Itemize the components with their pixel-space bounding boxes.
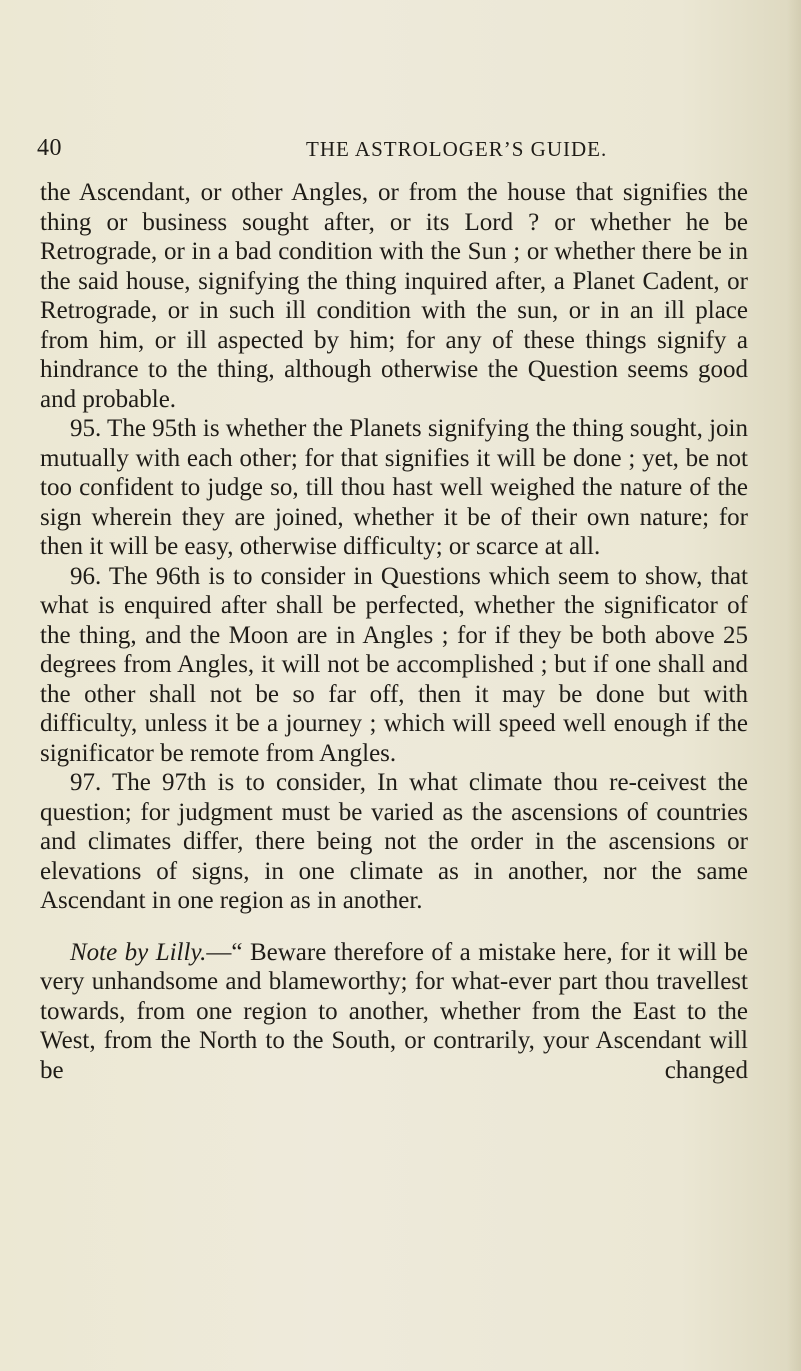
page-number: 40	[37, 135, 62, 161]
note-label: Note by Lilly.	[70, 938, 207, 966]
paragraph-95: 95. The 95th is whether the Planets signifying the thing sought, join mutually with each other; for that signifies it will be done ; yet, be not too confident to judge so, till thou hast well weighed the nature of the sign wherein they are joined, whether it be of their own nature; for then it will be easy, otherwise difficulty; or scarce at all.	[40, 415, 748, 560]
running-head: THE ASTROLOGER’S GUIDE.	[306, 137, 608, 161]
note-paragraph	[40, 938, 748, 1086]
note-text: —“ Beware therefore of a mistake here, for it will be very unhandsome and blameworthy; for what-ever part thou travellest towards, from one region to another, whether from the East to the West, from the North to the South, or contrarily, your Ascendant will be changed	[40, 938, 748, 1084]
paragraph-97: 97. The 97th is to consider, In what climate thou re-ceivest the question; for judgment must be varied as the ascensions of countries and climates differ, there being not the order in the ascensions or elevations of signs, in one climate as in another, nor the same Ascendant in one region as in another.	[40, 769, 748, 914]
page-header	[0, 135, 801, 165]
paragraph-96: 96. The 96th is to consider in Questions which seem to show, that what is enquired after shall be perfected, whether the significator of the thing, and the Moon are in Angles ; for if they be both above 25 degrees from Angles, it will not be accomplished ; but if one shall and the other shall not be so far off, then it may be done but with difficulty, unless it be a journey ; which will speed well enough if the significator be remote from Angles.	[40, 562, 748, 767]
body-text	[40, 178, 748, 1085]
paragraph-continuation: the Ascendant, or other Angles, or from the house that signifies the thing or business sought after, or its Lord ? or whether he be Retrograde, or in a bad condition with the Sun ; or whether there be in the said house, signifying the thing inquired after, a Planet Cadent, or Retrograde, or in such ill condition with the sun, or in an ill place from him, or ill aspected by him; for any of these things signify a hindrance to the thing, although otherwise the Question seems good and probable.	[40, 179, 748, 413]
page-edge-shadow	[787, 0, 801, 1371]
